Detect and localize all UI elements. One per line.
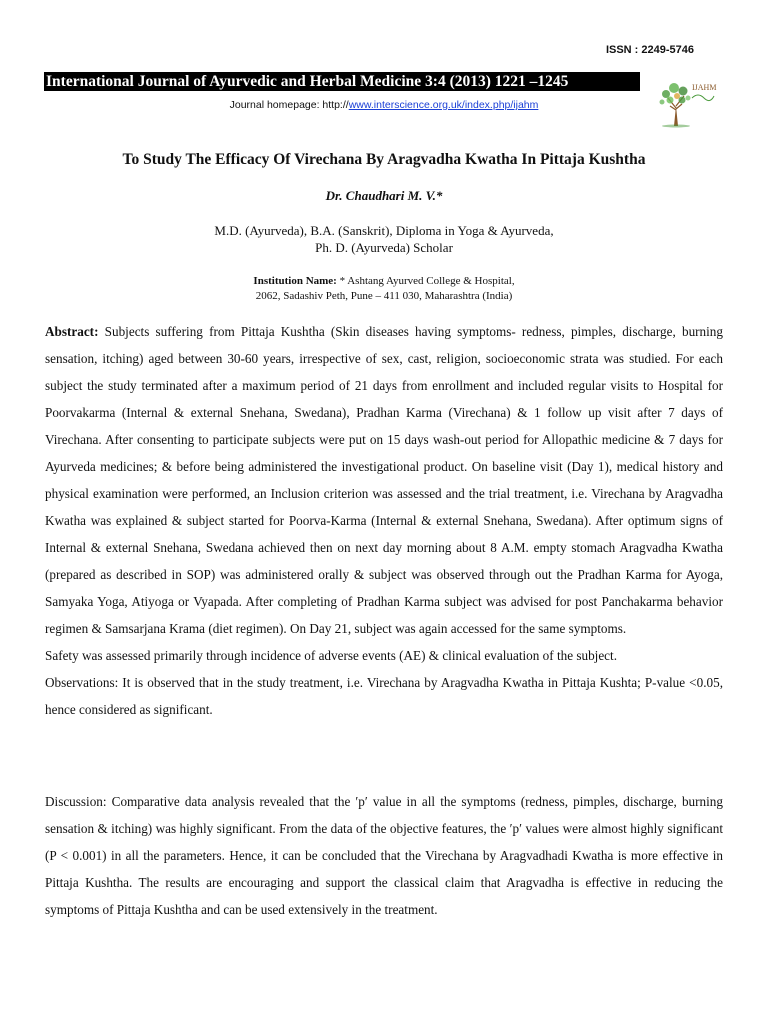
institution-line-1: * Ashtang Ayurved College & Hospital, <box>336 275 515 287</box>
discussion-paragraph: Discussion: Comparative data analysis revealed that the ′p′ value in all the symptoms (redness, pimples, discharge, burning sensation & itching) was highly significant. From the data of the objective features, the ′p′ values were almost highly significant (P < 0.001) in all the parameters. Hence, it can be concluded that the Virechana by Aragvadhadi Kwatha is more effective in Pittaja Kushtha. The results are encouraging and support the classical claim that Aragvadha is effective in reducing the symptoms of Pittaja Kushtha and can be used extensively in the treatment. <box>45 794 723 917</box>
abstract-paragraph <box>45 318 723 642</box>
journal-title-bar: International Journal of Ayurvedic and Herbal Medicine 3:4 (2013) 1221 –1245 <box>44 72 640 91</box>
abstract-label: Abstract: <box>45 324 99 339</box>
discussion-section <box>45 788 723 923</box>
issn-label: ISSN : 2249-5746 <box>605 44 694 56</box>
institution-label: Institution Name: <box>253 275 337 287</box>
journal-homepage <box>0 99 768 111</box>
institution-line-2: 2062, Sadashiv Peth, Pune – 411 030, Maharashtra (India) <box>255 290 513 302</box>
qualifications-line-2: Ph. D. (Ayurveda) Scholar <box>315 240 453 255</box>
abstract-section <box>45 318 723 723</box>
safety-paragraph: Safety was assessed primarily through incidence of adverse events (AE) & clinical evaluation of the subject. <box>45 648 618 663</box>
homepage-prefix: Journal homepage: http:// <box>229 99 349 111</box>
qualifications-line-1: M.D. (Ayurveda), B.A. (Sanskrit), Diploma in Yoga & Ayurveda, <box>214 223 554 238</box>
abstract-text: Subjects suffering from Pittaja Kushtha (Skin diseases having symptoms- redness, pimples, discharge, burning sensation, itching) aged between 30-60 years, irrespective of sex, cast, religion, socioeconomic strata was studied. For each subject the study terminated after a maximum period of 21 days from enrollment and included regular visits to Hospital for Poorvakarma (Internal & external Snehana, Swedana), Pradhan Karma (Virechana) & 1 follow up visit after 7 days of Virechana. After consenting to participate subjects were put on 15 days wash-out period for Allopathic medicine & 7 days for Ayurveda medicines; & before being administered the investigational product. On baseline visit (Day 1), medical history and physical examination were performed, an Inclusion criterion was assessed and the trial treatment, i.e. Virechana by Aragvadha Kwatha was explained & subject started for Poorva-Karma (Internal & external Snehana, Swedana). After optimum signs of Internal & external Snehana, Swedana achieved then on next day morning about 8 A.M. empty stomach Aragvadha Kwatha (prepared as described in SOP) was administered orally & subject was observed through out the Pradhan Karma for Ayoga, Samyaka Yoga, Atiyoga or Vyapada. After completing of Pradhan Karma subject was advised for post Panchakarma behavior regimen & Samsarjana Krama (diet regimen). On Day 21, subject was again accessed for the same symptoms. <box>45 324 723 636</box>
logo-text: IJAHM <box>692 83 717 92</box>
author-qualifications <box>0 222 768 256</box>
article-title: To Study The Efficacy Of Virechana By Aragvadha Kwatha In Pittaja Kushtha <box>122 151 646 168</box>
institution-block <box>0 274 768 304</box>
article-author: Dr. Chaudhari M. V.* <box>325 188 443 203</box>
homepage-link[interactable]: www.interscience.org.uk/index.php/ijahm <box>348 99 539 111</box>
observations-paragraph: Observations: It is observed that in the study treatment, i.e. Virechana by Aragvadha Kwatha in Pittaja Kushta; P-value <0.05, hence considered as significant. <box>45 675 723 717</box>
